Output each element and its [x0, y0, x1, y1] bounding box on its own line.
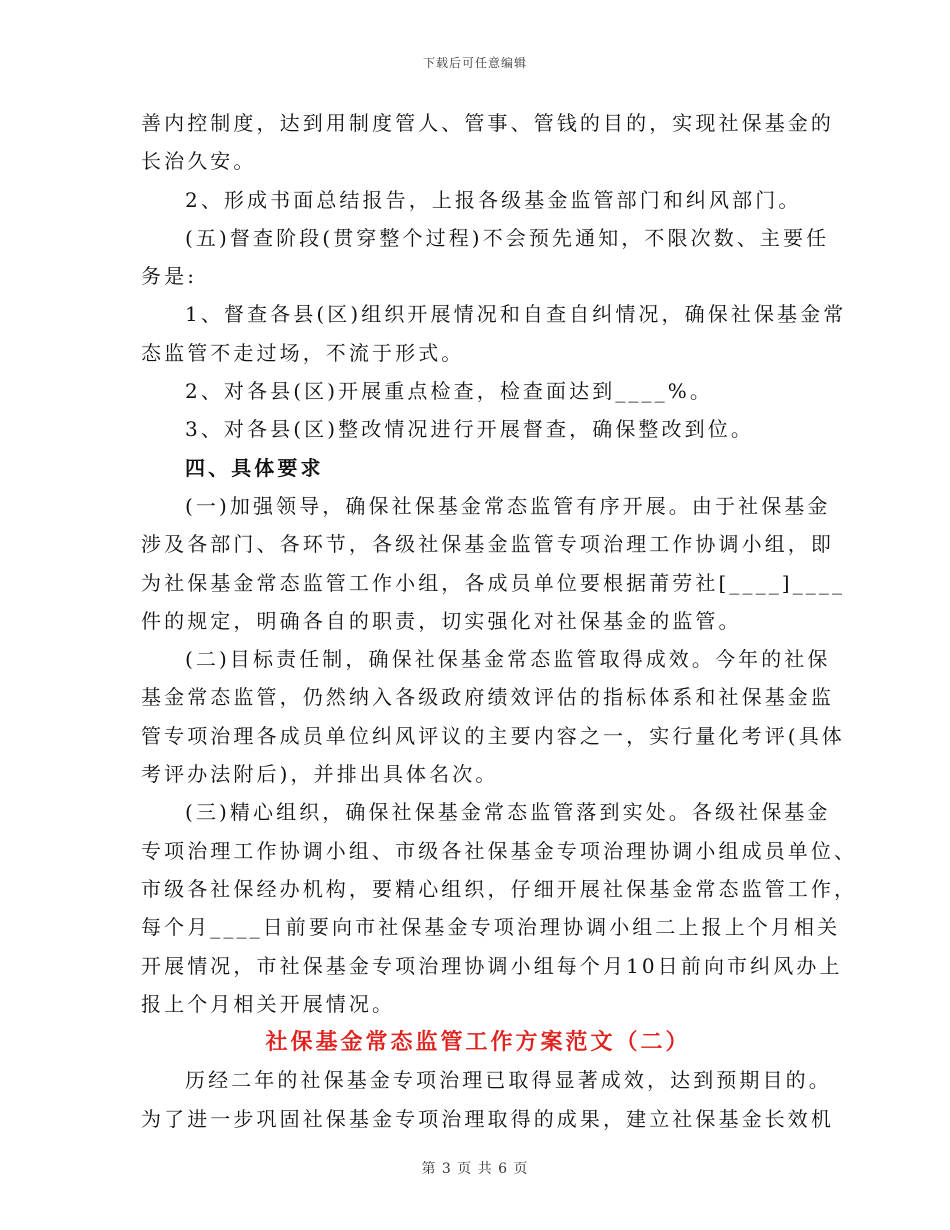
page-header: 下载后可任意编辑	[422, 56, 527, 70]
body-line: 基金常态监管，仍然纳入各级政府绩效评估的指标体系和社保基金监	[141, 685, 834, 710]
body-line: (五)督查阶段(贯穿整个过程)不会预先通知，不限次数、主要任	[185, 225, 830, 250]
body-line: 善内控制度，达到用制度管人、管事、管钱的目的，实现社保基金的	[141, 111, 834, 135]
body-line: 涉及各部门、各环节，各级社保基金监管专项治理工作协调小组，即	[141, 532, 834, 557]
body-line: 为了进一步巩固社保基金专项治理取得的成果，建立社保基金长效机	[141, 1106, 834, 1131]
body-line: 态监管不走过场，不流于形式。	[141, 340, 465, 365]
body-line: 务是:	[141, 264, 198, 289]
document-title: 社保基金常态监管工作方案范文（二）	[265, 1029, 691, 1056]
body-line: (二)目标责任制，确保社保基金常态监管取得成效。今年的社保	[185, 647, 831, 672]
document-body	[141, 104, 858, 1138]
body-line: 报上个月相关开展情况。	[141, 991, 396, 1016]
body-line: (一)加强领导，确保社保基金常态监管有序开展。由于社保基金	[185, 493, 831, 518]
body-line: 件的规定，明确各自的职责，切实强化对社保基金的监管。	[141, 608, 742, 633]
body-line: 2、形成书面总结报告，上报各级基金监管部门和纠风部门。	[185, 187, 802, 212]
body-line: (三)精心组织，确保社保基金常态监管落到实处。各级社保基金	[185, 800, 831, 825]
body-line: 每个月____日前要向市社保基金专项治理协调小组二上报上个月相关	[141, 915, 841, 940]
body-line: 2、对各县(区)开展重点检查，检查面达到____%。	[185, 379, 713, 404]
body-line: 市级各社保经办机构，要精心组织，仔细开展社保基金常态监管工作，	[141, 876, 858, 901]
body-line: 历经二年的社保基金专项治理已取得显著成效，达到预期目的。	[185, 1068, 832, 1093]
body-line: 开展情况，市社保基金专项治理协调小组每个月10日前向市纠风办上	[141, 953, 843, 978]
body-line: 1、督查各县(区)组织开展情况和自查自纠情况，确保社保基金常	[185, 302, 847, 327]
page-footer: 第 3 页 共 6 页	[421, 1161, 529, 1177]
body-line: 3、对各县(区)整改情况进行开展督查，确保整改到位。	[185, 417, 754, 442]
body-line: 专项治理工作协调小组、市级各社保基金专项治理协调小组成员单位、	[141, 838, 858, 863]
section-heading: 四、具体要求	[185, 455, 324, 480]
body-line: 管专项治理各成员单位纠风评议的主要内容之一，实行量化考评(具体	[141, 723, 845, 748]
body-line: 考评办法附后)，并排出具体名次。	[141, 762, 499, 787]
body-line: 为社保基金常态监管工作小组，各成员单位要根据莆劳社[____]____	[141, 570, 846, 595]
body-line: 长治久安。	[141, 149, 257, 174]
